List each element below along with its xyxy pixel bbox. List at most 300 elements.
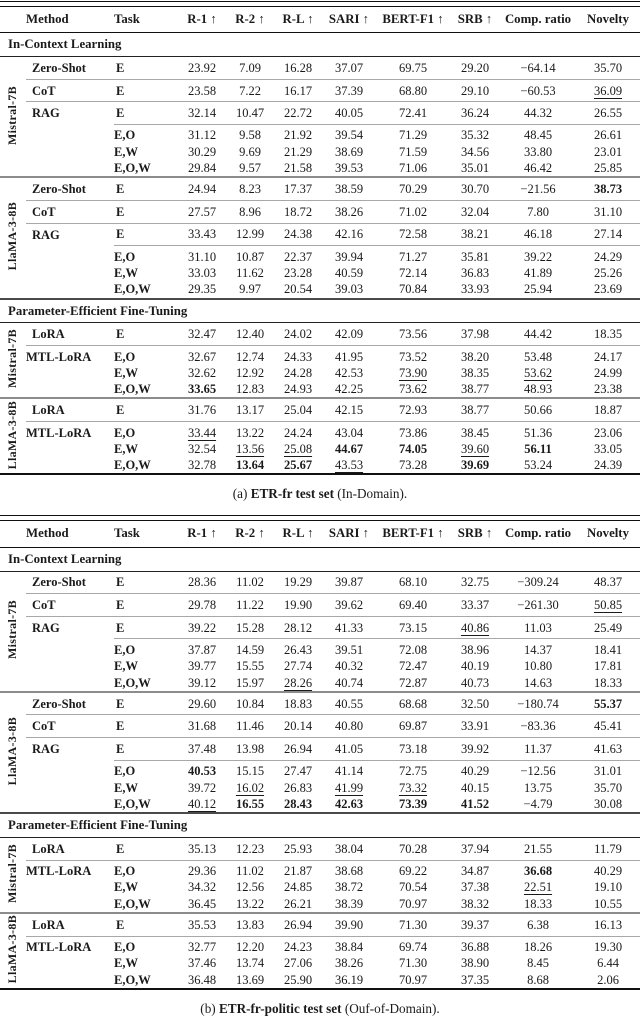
model-label: Mistral-7B [5, 85, 20, 145]
method-label: Zero-Shot [26, 692, 114, 715]
metric-value: 31.10 [576, 200, 640, 223]
metric-value: 28.12 [274, 616, 322, 639]
metric-value: 18.33 [523, 896, 553, 911]
metric-value: 32.77 [178, 936, 226, 955]
metric-value: 42.53 [334, 365, 364, 380]
task-label: E,O [114, 346, 178, 365]
data-row [0, 594, 640, 617]
metric-value: 36.19 [334, 972, 364, 987]
metric-value: 23.06 [576, 422, 640, 441]
metric-value: 27.57 [178, 200, 226, 223]
col-header-bert-f1: BERT-F1 ↑ [376, 7, 450, 33]
metric-value: 37.87 [178, 639, 226, 658]
metric-value: 30.08 [593, 796, 623, 811]
metric-value: 30.29 [187, 144, 217, 159]
metric-value: 33.44 [178, 422, 226, 441]
section-title: Parameter-Efficient Fine-Tuning [0, 299, 640, 323]
metric-value: 26.94 [274, 913, 322, 936]
metric-value: 38.21 [450, 223, 500, 246]
metric-value: 27.47 [274, 760, 322, 779]
metric-value: 40.74 [334, 675, 364, 690]
metric-value: 73.62 [398, 382, 428, 397]
task-label: E [114, 616, 178, 639]
metric-value: 26.55 [576, 102, 640, 125]
metric-value: 34.32 [187, 880, 217, 895]
metric-value: 15.15 [226, 760, 274, 779]
metric-value: 12.23 [235, 841, 265, 856]
metric-value: 39.69 [460, 458, 490, 473]
metric-value: 23.69 [593, 282, 623, 297]
metric-value: 43.04 [322, 422, 376, 441]
data-row [0, 639, 640, 658]
method-label: CoT [26, 200, 114, 223]
metric-value: 50.85 [576, 594, 640, 617]
col-header-comp-ratio: Comp. ratio [500, 521, 576, 547]
metric-value: 24.93 [283, 382, 313, 397]
method-label: Zero-Shot [32, 575, 86, 590]
metric-value: 25.93 [283, 841, 313, 856]
metric-value: 32.75 [460, 575, 490, 590]
metric-value: 40.73 [460, 675, 490, 690]
metric-value: 38.72 [334, 880, 364, 895]
metric-value: 73.15 [376, 616, 450, 639]
metric-value: 69.74 [376, 936, 450, 955]
data-row [0, 760, 640, 779]
metric-value: 9.69 [239, 144, 261, 159]
metric-value: 73.52 [376, 346, 450, 365]
table-block-etr-fr-politic-out-of-domain [0, 515, 640, 1016]
metric-value: 32.67 [178, 346, 226, 365]
metric-value: 24.33 [274, 346, 322, 365]
metric-value: 39.60 [460, 441, 490, 456]
metric-value: −180.74 [500, 692, 576, 715]
task-label: E,W [114, 365, 138, 380]
metric-value: 40.59 [334, 266, 364, 281]
model-cell [0, 177, 26, 298]
metric-value: 38.59 [322, 177, 376, 200]
task-label: E,O,W [114, 458, 151, 473]
metric-value: 7.80 [500, 200, 576, 223]
metric-value: 45.41 [576, 715, 640, 738]
metric-value: 12.40 [235, 327, 265, 342]
metric-value: 70.28 [398, 841, 428, 856]
metric-value: 70.84 [398, 282, 428, 297]
metric-value: 13.64 [235, 458, 265, 473]
metric-value: 42.25 [334, 382, 364, 397]
metric-value: 36.45 [187, 896, 217, 911]
task-label: E,O,W [114, 382, 151, 397]
metric-value: 41.95 [322, 346, 376, 365]
data-row [0, 160, 640, 177]
data-row [0, 738, 640, 761]
col-header-sari: SARI ↑ [322, 521, 376, 547]
metric-value: 18.83 [274, 692, 322, 715]
metric-value: 25.04 [274, 398, 322, 421]
metric-value: 70.97 [398, 896, 428, 911]
metric-value: 6.38 [500, 913, 576, 936]
task-label: E [114, 200, 178, 223]
data-row [0, 715, 640, 738]
method-label [26, 281, 114, 298]
metric-value: 6.44 [597, 956, 619, 971]
metric-value: 13.83 [226, 913, 274, 936]
metric-value: 36.24 [450, 102, 500, 125]
metric-value: 72.47 [398, 659, 428, 674]
data-row [0, 381, 640, 398]
method-label [26, 760, 114, 779]
metric-value: 24.23 [274, 936, 322, 955]
col-header-r-2: R-2 ↑ [226, 521, 274, 547]
metric-value: 26.61 [576, 124, 640, 143]
task-label: E [114, 102, 178, 125]
task-label: E,O,W [114, 972, 151, 987]
metric-value: 71.29 [376, 124, 450, 143]
metric-value: 19.29 [283, 575, 313, 590]
metric-value: 33.43 [178, 223, 226, 246]
task-label: E,O [114, 760, 178, 779]
metric-value: 18.41 [576, 639, 640, 658]
metric-value: 13.75 [523, 780, 553, 795]
task-label: E,O,W [114, 896, 151, 911]
data-row [0, 265, 640, 281]
metric-value: 21.29 [283, 144, 313, 159]
metric-value: 73.18 [376, 738, 450, 761]
metric-value: 20.14 [274, 715, 322, 738]
corner-spacer [0, 521, 26, 547]
metric-value: 36.68 [500, 860, 576, 879]
metric-value: 30.70 [450, 177, 500, 200]
metric-value: 35.70 [593, 60, 623, 75]
metric-value: 28.43 [283, 796, 313, 811]
method-label [26, 457, 114, 473]
model-cell [0, 837, 26, 913]
table-bottom-rule [0, 473, 640, 475]
metric-value: 25.08 [283, 441, 313, 456]
metric-value: 38.26 [334, 956, 364, 971]
metric-value: 19.90 [274, 594, 322, 617]
metric-value: 35.32 [450, 124, 500, 143]
column-header-row [0, 7, 640, 33]
section-header-row [0, 547, 640, 571]
metric-value: 14.63 [523, 675, 553, 690]
metric-value: 21.87 [274, 860, 322, 879]
metric-value: 2.06 [597, 972, 619, 987]
metric-value: 25.26 [593, 266, 623, 281]
metric-value: 40.32 [334, 659, 364, 674]
metric-value: 40.80 [322, 715, 376, 738]
metric-value: 36.83 [460, 266, 490, 281]
metric-value: 48.93 [523, 382, 553, 397]
metric-value: 17.37 [274, 177, 322, 200]
metric-value: 10.55 [593, 896, 623, 911]
metric-value: 29.36 [178, 860, 226, 879]
task-label: E,W [114, 144, 138, 159]
metric-value: 13.98 [226, 738, 274, 761]
metric-value: 29.10 [450, 79, 500, 102]
data-row [0, 692, 640, 715]
method-label [26, 658, 114, 674]
metric-value: 18.72 [274, 200, 322, 223]
metric-value: 68.80 [376, 79, 450, 102]
metric-value: 9.97 [239, 282, 261, 297]
metric-value: 24.29 [576, 246, 640, 265]
col-header-sari: SARI ↑ [322, 7, 376, 33]
metric-value: 37.98 [460, 327, 490, 342]
metric-value: 38.39 [334, 896, 364, 911]
metric-value: 40.19 [460, 659, 490, 674]
metric-value: 42.09 [334, 327, 364, 342]
metric-value: 12.74 [226, 346, 274, 365]
section-title: In-Context Learning [0, 547, 640, 571]
method-label [26, 879, 114, 895]
metric-value: −12.56 [500, 760, 576, 779]
metric-value: 38.69 [334, 144, 364, 159]
metric-value: 31.76 [178, 398, 226, 421]
metric-value: 27.06 [283, 956, 313, 971]
metric-value: 34.56 [460, 144, 490, 159]
metric-value: 41.63 [576, 738, 640, 761]
caption-domain-note: (Ouf-of-Domain). [341, 1000, 440, 1016]
col-header-r-2: R-2 ↑ [226, 7, 274, 33]
metric-value: 18.33 [593, 675, 623, 690]
metric-value: 68.68 [376, 692, 450, 715]
task-label: E [116, 575, 125, 590]
data-row [0, 936, 640, 955]
method-label: CoT [26, 594, 114, 617]
metric-value: 41.33 [322, 616, 376, 639]
col-header-srb: SRB ↑ [450, 521, 500, 547]
corner-spacer [0, 7, 26, 33]
metric-value: 42.15 [322, 398, 376, 421]
metric-value: 11.02 [236, 575, 264, 590]
metric-value: 26.83 [283, 780, 313, 795]
metric-value: 73.28 [398, 458, 428, 473]
model-cell [0, 571, 26, 692]
metric-value: 71.30 [398, 956, 428, 971]
method-label [26, 955, 114, 971]
metric-value: 41.14 [322, 760, 376, 779]
metric-value: 38.32 [460, 896, 490, 911]
metric-value: 27.14 [576, 223, 640, 246]
method-label: LoRA [32, 841, 65, 856]
metric-value: 51.36 [500, 422, 576, 441]
metric-value: 23.01 [593, 144, 623, 159]
data-row [0, 658, 640, 674]
metric-value: 72.93 [376, 398, 450, 421]
metric-value: 34.87 [450, 860, 500, 879]
model-label: LlaMA-3-8B [5, 202, 20, 271]
metric-value: 22.72 [274, 102, 322, 125]
data-row [0, 896, 640, 913]
data-row [0, 281, 640, 298]
metric-value: 24.99 [593, 365, 623, 380]
metric-value: 48.37 [593, 575, 623, 590]
metric-value: 33.05 [593, 441, 623, 456]
metric-value: 37.07 [334, 60, 364, 75]
col-header-bert-f1: BERT-F1 ↑ [376, 521, 450, 547]
metric-value: 11.46 [226, 715, 274, 738]
section-title: In-Context Learning [0, 33, 640, 57]
data-row [0, 571, 640, 594]
metric-value: 33.93 [460, 282, 490, 297]
metric-value: 11.62 [236, 266, 264, 281]
metric-value: 39.37 [450, 913, 500, 936]
metric-value: 29.60 [178, 692, 226, 715]
section-header-row [0, 813, 640, 837]
results-table-etr-fr-politic-out-of-domain [0, 521, 640, 987]
model-label: Mistral-7B [5, 843, 20, 903]
metric-value: 33.37 [450, 594, 500, 617]
metric-value: 22.51 [523, 880, 553, 895]
metric-value: 38.77 [450, 398, 500, 421]
task-label: E [114, 398, 178, 421]
column-header-row [0, 521, 640, 547]
method-label: LoRA [26, 398, 114, 421]
task-label: E [114, 177, 178, 200]
metric-value: 40.29 [576, 860, 640, 879]
data-row [0, 796, 640, 813]
metric-value: 41.99 [334, 780, 364, 795]
task-label: E [114, 692, 178, 715]
metric-value: 11.37 [500, 738, 576, 761]
data-row [0, 879, 640, 895]
method-label [26, 160, 114, 177]
task-label: E [116, 60, 125, 75]
metric-value: 18.26 [500, 936, 576, 955]
metric-value: 46.18 [500, 223, 576, 246]
method-label: RAG [26, 738, 114, 761]
metric-value: 8.96 [226, 200, 274, 223]
col-header-r-1: R-1 ↑ [178, 7, 226, 33]
col-header-method: Method [26, 7, 114, 33]
metric-value: 70.29 [376, 177, 450, 200]
method-label: RAG [26, 616, 114, 639]
metric-value: 32.14 [178, 102, 226, 125]
metric-value: 40.29 [450, 760, 500, 779]
model-cell [0, 57, 26, 178]
section-header-row [0, 33, 640, 57]
data-row [0, 972, 640, 988]
metric-value: 26.94 [274, 738, 322, 761]
metric-value: 13.22 [235, 896, 265, 911]
metric-value: 53.48 [500, 346, 576, 365]
metric-value: 72.41 [376, 102, 450, 125]
metric-value: −261.30 [500, 594, 576, 617]
metric-value: −83.36 [500, 715, 576, 738]
metric-value: 24.85 [283, 880, 313, 895]
metric-value: 19.10 [593, 880, 623, 895]
metric-value: 10.47 [226, 102, 274, 125]
metric-value: 36.88 [450, 936, 500, 955]
metric-value: 27.74 [283, 659, 313, 674]
metric-value: 73.86 [376, 422, 450, 441]
task-label: E,O [114, 422, 178, 441]
metric-value: 41.05 [322, 738, 376, 761]
metric-value: 12.83 [235, 382, 265, 397]
data-row [0, 441, 640, 457]
metric-value: 40.05 [322, 102, 376, 125]
metric-value: 11.22 [226, 594, 274, 617]
data-row [0, 860, 640, 879]
metric-value: 9.58 [226, 124, 274, 143]
data-row [0, 323, 640, 346]
metric-value: 38.96 [450, 639, 500, 658]
data-row [0, 79, 640, 102]
method-label [26, 381, 114, 398]
metric-value: −60.53 [500, 79, 576, 102]
caption-dataset-name: ETR-fr test set [250, 486, 334, 502]
metric-value: 73.39 [398, 796, 428, 811]
col-header-r-1: R-1 ↑ [178, 521, 226, 547]
metric-value: 8.45 [527, 956, 549, 971]
task-label: E [116, 327, 125, 342]
metric-value: 42.16 [322, 223, 376, 246]
metric-value: 24.17 [576, 346, 640, 365]
metric-value: 43.53 [334, 458, 364, 473]
metric-value: 25.94 [523, 282, 553, 297]
metric-value: 39.62 [322, 594, 376, 617]
metric-value: 71.27 [376, 246, 450, 265]
metric-value: 15.55 [235, 659, 265, 674]
method-label [26, 365, 114, 381]
data-row [0, 200, 640, 223]
metric-value: 24.02 [283, 327, 313, 342]
task-label: E,O [114, 246, 178, 265]
method-label [26, 779, 114, 795]
metric-value: 12.20 [226, 936, 274, 955]
method-label: LoRA [32, 327, 65, 342]
data-row [0, 57, 640, 80]
method-label [26, 246, 114, 265]
metric-value: 8.68 [527, 972, 549, 987]
method-label [26, 796, 114, 813]
metric-value: 72.14 [398, 266, 428, 281]
task-label: E,W [114, 880, 138, 895]
metric-value: 33.91 [450, 715, 500, 738]
data-row [0, 223, 640, 246]
metric-value: 32.50 [450, 692, 500, 715]
method-label [26, 124, 114, 143]
metric-value: 13.56 [235, 441, 265, 456]
results-table-etr-fr-in-domain [0, 7, 640, 473]
metric-value: 38.84 [322, 936, 376, 955]
col-header-srb: SRB ↑ [450, 7, 500, 33]
task-label: E,W [114, 780, 138, 795]
metric-value: 14.37 [500, 639, 576, 658]
metric-value: 29.84 [187, 161, 217, 176]
metric-value: 29.35 [187, 282, 217, 297]
metric-value: 53.62 [523, 365, 553, 380]
metric-value: 44.42 [523, 327, 553, 342]
section-header-row [0, 299, 640, 323]
metric-value: 32.78 [187, 458, 217, 473]
metric-value: 40.53 [178, 760, 226, 779]
task-label: E,O [114, 860, 178, 879]
data-row [0, 955, 640, 971]
metric-value: 73.56 [398, 327, 428, 342]
metric-value: 10.84 [226, 692, 274, 715]
col-header-novelty: Novelty [576, 521, 640, 547]
metric-value: 69.87 [376, 715, 450, 738]
metric-value: 13.74 [235, 956, 265, 971]
model-cell [0, 913, 26, 988]
data-row [0, 144, 640, 160]
metric-value: 73.32 [398, 780, 428, 795]
metric-value: 18.87 [576, 398, 640, 421]
metric-value: 36.09 [576, 79, 640, 102]
metric-value: 19.30 [576, 936, 640, 955]
model-label: Mistral-7B [5, 600, 20, 660]
